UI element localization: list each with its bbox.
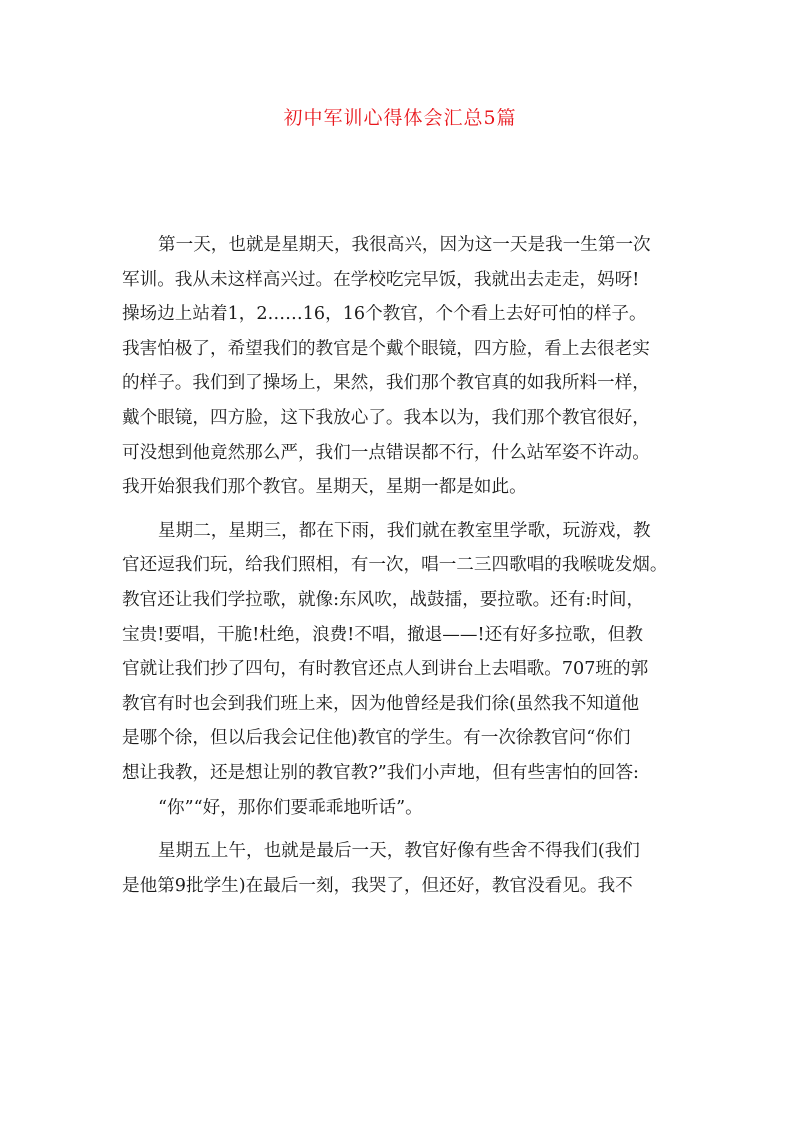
- document-title: 初中军训心得体会汇总5篇: [283, 107, 517, 129]
- paragraph-1: [122, 228, 692, 505]
- paragraph-line: 想让我教，还是想让别的教官教?”我们小声地，但有些害怕的回答:: [122, 762, 639, 783]
- paragraph-line: 可没想到他竟然那么严，我们一点错误都不行，什么站军姿不许动。: [122, 442, 650, 463]
- paragraph-line: 教官还让我们学拉歌，就像:东风吹，战鼓擂，要拉歌。还有:时间，: [122, 589, 645, 610]
- paragraph-line: “你”“好，那你们要乖乖地听话”。: [158, 797, 423, 818]
- paragraph-line: 操场边上站着1，2……16，16个教官，个个看上去好可怕的样子。: [122, 304, 647, 325]
- paragraph-line: 教官有时也会到我们班上来，因为他曾经是我们徐(虽然我不知道他: [122, 693, 640, 714]
- paragraph-line: 我开始狠我们那个教官。星期天，星期一都是如此。: [122, 477, 527, 498]
- paragraph-line: 官就让我们抄了四句，有时教官还点人到讲台上去唱歌。707班的郭: [122, 659, 649, 680]
- paragraph-3: [122, 834, 692, 903]
- paragraph-2: [122, 514, 692, 825]
- paragraph-line: 星期二，星期三，都在下雨，我们就在教室里学歌，玩游戏，教: [158, 520, 651, 541]
- paragraph-line: 军训。我从未这样高兴过。在学校吃完早饭，我就出去走走，妈呀!: [122, 269, 640, 290]
- paragraph-line: 星期五上午，也就是最后一天，教官好像有些舍不得我们(我们: [158, 841, 640, 862]
- paragraph-line: 我害怕极了，希望我们的教官是个戴个眼镜，四方脸，看上去很老实: [122, 338, 650, 359]
- paragraph-line: 第一天，也就是星期天，我很高兴，因为这一天是我一生第一次: [158, 235, 651, 255]
- document-body: [122, 228, 692, 912]
- paragraph-line: 戴个眼镜，四方脸，这下我放心了。我本以为，我们那个教官很好，: [122, 407, 650, 428]
- paragraph-line: 的样子。我们到了操场上，果然，我们那个教官真的如我所料一样，: [122, 373, 650, 394]
- paragraph-line: 是哪个徐，但以后我会记住他)教官的学生。有一次徐教官问“你们: [122, 728, 631, 749]
- paragraph-line: 是他第9批学生)在最后一刻，我哭了，但还好，教官没看见。我不: [122, 875, 633, 896]
- paragraph-line: 宝贵!要唱，干脆!杜绝，浪费!不唱，撤退——!还有好多拉歌，但教: [122, 624, 643, 645]
- paragraph-line: 官还逗我们玩，给我们照相，有一次，唱一二三四歌唱的我喉咙发烟。: [122, 555, 668, 576]
